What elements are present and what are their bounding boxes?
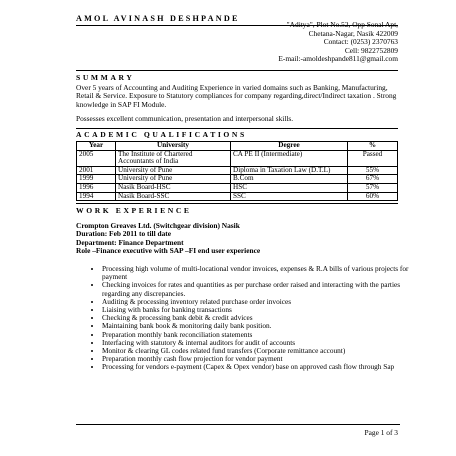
summary-heading: SUMMARY bbox=[76, 73, 135, 82]
table-row bbox=[77, 192, 398, 201]
cell-percent: Passed bbox=[348, 150, 398, 166]
cell-percent: 60% bbox=[348, 192, 398, 201]
list-item: • Checking invoices for rates and quantities as per purchase order raised and interacting with the parties regarding any discrepancies. bbox=[102, 281, 418, 297]
experience-top-rule bbox=[76, 203, 398, 204]
candidate-name: AMOL AVINASH DESHPANDE bbox=[76, 14, 240, 23]
cell-percent: 57% bbox=[348, 183, 398, 192]
list-item: • Auditing & processing inventory related purchase order invoices bbox=[102, 298, 418, 306]
cell-university: Nasik Board-HSC bbox=[116, 183, 231, 192]
cell-university: Nasik Board-SSC bbox=[116, 192, 231, 201]
address-line-2: Chetana-Nagar, Nasik 422009 bbox=[308, 28, 398, 38]
department: Department: Finance Department bbox=[76, 237, 184, 247]
cell-percent: 67% bbox=[348, 175, 398, 184]
academic-heading: ACADEMIC QUALIFICATIONS bbox=[76, 130, 247, 139]
cell-year: 1999 bbox=[77, 175, 116, 184]
col-percent: % bbox=[348, 142, 398, 151]
cell-phone: Cell: 9822752809 bbox=[344, 45, 398, 55]
contact-phone: Contact: (0253) 2370763 bbox=[323, 37, 398, 47]
experience-details bbox=[76, 222, 400, 255]
skills-text: Possesses excellent communication, presentation and interpersonal skills. bbox=[76, 114, 294, 123]
list-item: • Processing high volume of multi-locational vendor invoices, expenses & R.A bills of various projects for payment bbox=[102, 265, 418, 281]
col-year: Year bbox=[77, 142, 116, 151]
table-row bbox=[77, 150, 398, 166]
contact-block bbox=[278, 21, 398, 64]
list-item: • Checking & processing bank debit & credit advices bbox=[102, 314, 418, 322]
cell-degree: SSC bbox=[231, 192, 348, 201]
list-item: • Processing for vendors e-payment (Capex & Opex vendor) base on approved cash flow through Sap bbox=[102, 363, 418, 371]
experience-heading: WORK EXPERIENCE bbox=[76, 206, 192, 215]
job-role: Role –Finance executive with SAP –FI end user experience bbox=[76, 245, 261, 255]
cell-university: The Institute of Chartered Accountants of India bbox=[116, 150, 231, 166]
cell-degree: HSC bbox=[231, 183, 348, 192]
cell-degree: CA PE II (Intermediate) bbox=[231, 150, 348, 166]
academic-top-rule bbox=[76, 128, 398, 129]
cell-percent: 55% bbox=[348, 166, 398, 175]
employment-duration: Duration: Feb 2011 to till date bbox=[76, 229, 172, 239]
list-item: • Preparation monthly cash flow projection for vendor payment bbox=[102, 355, 418, 363]
cell-degree: B.Com bbox=[231, 175, 348, 184]
company-name: Crompton Greaves Ltd. (Switchgear division) Nasik bbox=[76, 221, 240, 230]
email-address: E-mail:-amoldeshpande811@gmail.com bbox=[278, 54, 398, 64]
table-row bbox=[77, 183, 398, 192]
list-item: • Liaising with banks for banking transactions bbox=[102, 306, 418, 314]
summary-top-rule bbox=[76, 70, 398, 71]
cell-university: University of Pune bbox=[116, 175, 231, 184]
academic-table bbox=[76, 141, 398, 201]
summary-text: Over 5 years of Accounting and Auditing Experience in varied domains such as Banking, Manufacturing, Retail & Service. Exposure to Statutory compliances for company regarding,direct/Indirect taxation . Strong knowledge in SAP FI Module. bbox=[76, 83, 397, 109]
list-item: • Interfacing with statutory & internal auditors for audit of accounts bbox=[102, 339, 418, 347]
cell-year: 2005 bbox=[77, 150, 116, 166]
list-item: • Monitor & clearing GL codes related fund transfers (Corporate remittance account) bbox=[102, 347, 418, 355]
cell-year: 1994 bbox=[77, 192, 116, 201]
col-degree: Degree bbox=[231, 142, 348, 151]
cell-university: University of Pune bbox=[116, 166, 231, 175]
col-university: University bbox=[116, 142, 231, 151]
cell-year: 2001 bbox=[77, 166, 116, 175]
duties-list bbox=[90, 265, 418, 372]
list-item: • Maintaining bank book & monitoring daily bank position. bbox=[102, 322, 418, 330]
address-line-1: "Aditya", Plot No.52, Opp Sonal Apt, bbox=[286, 20, 398, 29]
list-item: • Preparation monthly bank reconciliation statements bbox=[102, 331, 418, 339]
footer-rule bbox=[76, 424, 400, 425]
page-number: Page 1 of 3 bbox=[364, 428, 398, 437]
cell-degree: Diploma in Taxation Law (D.T.L) bbox=[231, 166, 348, 175]
table-header-row bbox=[77, 142, 398, 151]
cell-year: 1996 bbox=[77, 183, 116, 192]
